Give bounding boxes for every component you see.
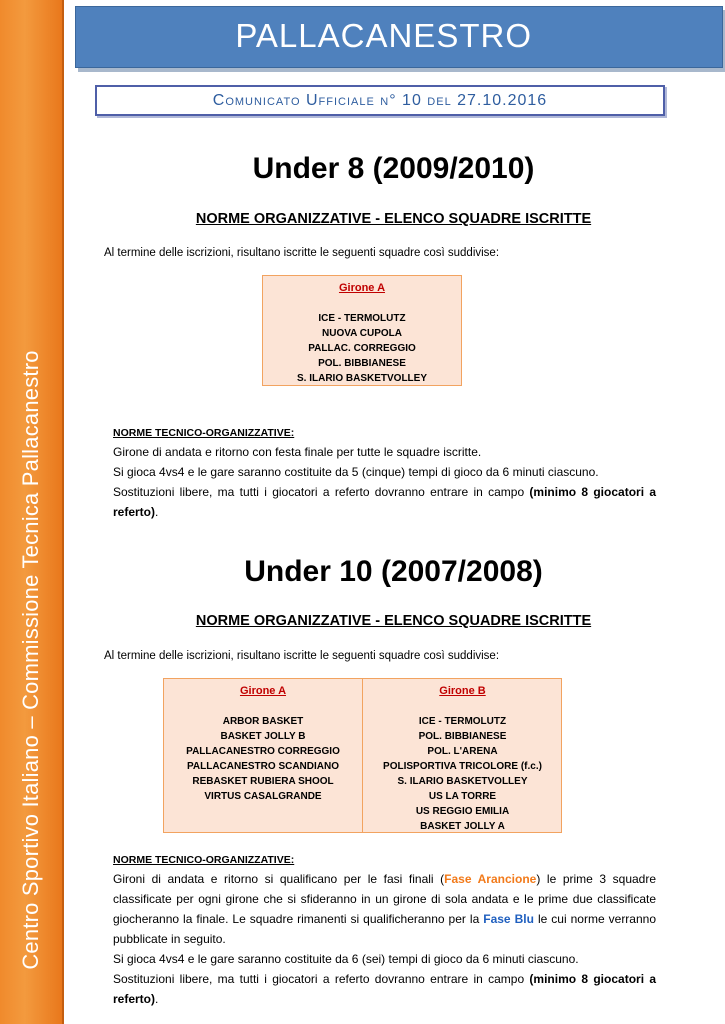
norme-text: ) le prime 3 squadre classificate per ogni girone che si sfideranno in un girone di sola andata e le prime due classificate giocheranno la finale. Le squadre rimanenti si qualificheranno per la — [113, 872, 657, 926]
girone-table-under10 — [163, 678, 562, 833]
section-subtitle-under8: NORME ORGANIZZATIVE - ELENCO SQUADRE ISCRITTE — [195, 211, 592, 227]
girone-table-under8 — [262, 275, 462, 386]
norme-text: . — [155, 505, 159, 519]
norme-bold-text: (minimo 8 giocatori a referto) — [113, 972, 656, 1006]
section-subtitle-under10: NORME ORGANIZZATIVE - ELENCO SQUADRE ISCRITTE — [195, 613, 592, 629]
team-name: POL. BIBBIANESE — [418, 731, 507, 742]
norme-line — [113, 969, 656, 1009]
header-banner — [75, 6, 723, 68]
team-name: POL. L'ARENA — [427, 746, 498, 757]
team-name: POL. BIBBIANESE — [318, 358, 406, 369]
girone-column-b — [362, 679, 562, 832]
team-name: PALLACANESTRO SCANDIANO — [186, 761, 340, 772]
fase-blu-label: Fase Blu — [483, 912, 534, 926]
team-name: US LA TORRE — [428, 791, 497, 802]
team-name: REBASKET RUBIERA SHOOL — [192, 776, 334, 787]
team-name: US REGGIO EMILIA — [415, 806, 510, 817]
girone-heading: Girone B — [439, 685, 486, 697]
sidebar — [0, 0, 64, 1024]
section-title-under10: Under 10 (2007/2008) — [244, 555, 543, 588]
norme-heading: NORME TECNICO-ORGANIZZATIVE: — [113, 854, 295, 866]
norme-line: Si gioca 4vs4 e le gare saranno costituite da 6 (sei) tempi di gioco da 6 minuti ciascuno. — [113, 952, 579, 966]
sidebar-label: Centro Sportivo Italiano – Commissione Tecnica Pallacanestro — [18, 350, 43, 970]
fase-arancione-label: Fase Arancione — [444, 872, 537, 886]
norme-block-under10 — [113, 851, 656, 1009]
norme-text: . — [155, 992, 159, 1006]
girone-heading: Girone A — [338, 282, 386, 294]
girone-column — [263, 276, 461, 385]
team-name: ARBOR BASKET — [222, 716, 304, 727]
team-name: POLISPORTIVA TRICOLORE (f.c.) — [383, 761, 542, 772]
norme-line: Si gioca 4vs4 e le gare saranno costituite da 5 (cinque) tempi di gioco da 6 minuti ciascuno. — [113, 465, 599, 479]
team-name: ICE - TERMOLUTZ — [318, 313, 406, 324]
norme-text: Sostituzioni libere, ma tutti i giocatori a referto dovranno entrare in campo — [113, 485, 530, 499]
team-name: VIRTUS CASALGRANDE — [204, 791, 322, 802]
section-title-under8: Under 8 (2009/2010) — [252, 152, 535, 185]
intro-text-under8: Al termine delle iscrizioni, risultano iscritte le seguenti squadre così suddivise: — [104, 247, 500, 259]
team-name: ICE - TERMOLUTZ — [418, 716, 507, 727]
norme-heading: NORME TECNICO-ORGANIZZATIVE: — [113, 427, 295, 439]
team-name: S. ILARIO BASKETVOLLEY — [397, 776, 528, 787]
team-name: PALLAC. CORREGGIO — [308, 343, 416, 354]
norme-paragraph — [113, 869, 656, 949]
team-name: NUOVA CUPOLA — [322, 328, 402, 339]
team-name: BASKET JOLLY A — [420, 821, 505, 832]
norme-block-under8 — [113, 424, 656, 522]
comunicato-box: Comunicato Ufficiale n° 10 del 27.10.2016 — [95, 85, 665, 116]
norme-line: Girone di andata e ritorno con festa finale per tutte le squadre iscritte. — [113, 445, 482, 459]
norme-text: Gironi di andata e ritorno si qualificano per le fasi finali ( — [113, 872, 445, 886]
norme-bold-text: (minimo 8 giocatori a referto) — [113, 485, 656, 519]
norme-line — [113, 482, 656, 522]
norme-text: Sostituzioni libere, ma tutti i giocatori a referto dovranno entrare in campo — [113, 972, 530, 986]
intro-text-under10: Al termine delle iscrizioni, risultano iscritte le seguenti squadre così suddivise: — [104, 650, 500, 662]
banner-title: PALLACANESTRO — [235, 17, 532, 54]
team-name: BASKET JOLLY B — [220, 731, 306, 742]
norme-text: le cui norme verranno pubblicate in seguito. — [113, 912, 657, 946]
girone-column-a — [164, 679, 362, 832]
team-name: PALLACANESTRO CORREGGIO — [186, 746, 340, 757]
girone-heading: Girone A — [239, 685, 287, 697]
team-name: S. ILARIO BASKETVOLLEY — [296, 373, 427, 384]
